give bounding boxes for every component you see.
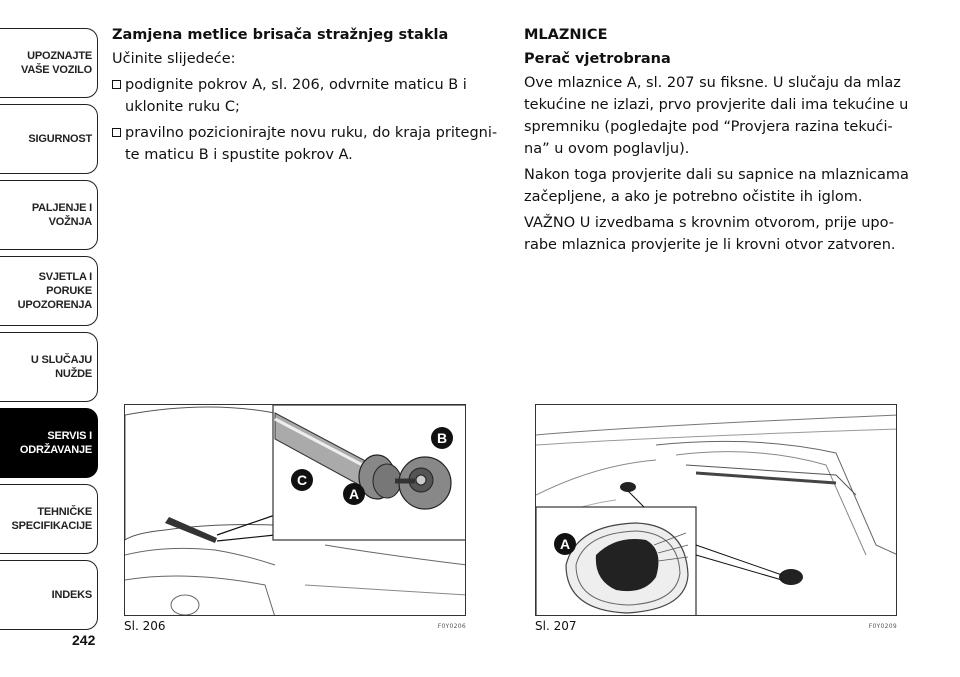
intro-text: Učinite slijedeće: <box>112 51 236 67</box>
figure-caption: Sl. 207 <box>535 619 577 633</box>
checkbox-bullet-icon <box>112 80 121 89</box>
label-a-callout: A <box>343 483 365 505</box>
figure-caption: Sl. 206 <box>124 619 166 633</box>
tab-servis-i-odrzavanje[interactable]: SERVIS I ODRŽAVANJE <box>0 408 98 478</box>
figure-code: F0Y0206 <box>437 622 466 630</box>
tab-tehnicke-specifikacije[interactable]: TEHNIČKE SPECIFIKACIJE <box>0 484 98 554</box>
paragraph: VAŽNO U izvedbama s krovnim otvorom, prije upo- rabe mlaznica provjerite je li krovni otvor zatvoren. <box>524 215 896 253</box>
tab-indeks[interactable]: INDEKS <box>0 560 98 630</box>
figure-code: F0Y0209 <box>868 622 897 630</box>
tab-paljenje-i-voznja[interactable]: PALJENJE I VOŽNJA <box>0 180 98 250</box>
label-c-callout: C <box>291 469 313 491</box>
label-b-callout: B <box>431 427 453 449</box>
section-title: MLAZNICE <box>524 27 608 43</box>
left-column <box>112 24 502 170</box>
label-a-callout: A <box>554 533 576 555</box>
figure-207-washer-nozzles <box>535 404 897 616</box>
rear-wiper-illustration <box>125 405 466 616</box>
tab-u-slucaju-nuzde[interactable]: U SLUČAJU NUŽDE <box>0 332 98 402</box>
section-heading: Zamjena metlice brisača stražnjeg stakla <box>112 27 449 43</box>
tab-upoznajte-vase-vozilo[interactable]: UPOZNAJTE VAŠE VOZILO <box>0 28 98 98</box>
figure-207-caption-bar <box>535 617 897 635</box>
paragraph: Ove mlaznice A, sl. 207 su fiksne. U slučaju da mlaz tekućine ne izlazi, prvo provjerite dali ima tekućine u spremniku (pogledajte pod “Provjera razina tekući- na” u ovom poglavlju). <box>524 75 909 157</box>
checkbox-bullet-icon <box>112 128 121 137</box>
list-item <box>112 122 502 166</box>
right-column <box>524 24 914 260</box>
subheading: Perač vjetrobrana <box>524 51 671 67</box>
figure-206-caption-bar <box>124 617 466 635</box>
list-item-text: pravilno pozicionirajte novu ruku, do kraja pritegni- te maticu B i spustite pokrov A. <box>125 125 498 163</box>
list-item-text: podignite pokrov A, sl. 206, odvrnite maticu B i uklonite ruku C; <box>125 77 467 115</box>
page-number: 242 <box>72 632 96 648</box>
list-item <box>112 74 502 118</box>
paragraph: Nakon toga provjerite dali su sapnice na mlaznicama začepljene, a ako je potrebno očistite ih iglom. <box>524 167 909 205</box>
tab-sigurnost[interactable]: SIGURNOST <box>0 104 98 174</box>
tab-svjetla-i-poruke[interactable]: SVJETLA I PORUKE UPOZORENJA <box>0 256 98 326</box>
washer-nozzle-illustration <box>536 405 897 616</box>
figure-206-rear-wiper <box>124 404 466 616</box>
